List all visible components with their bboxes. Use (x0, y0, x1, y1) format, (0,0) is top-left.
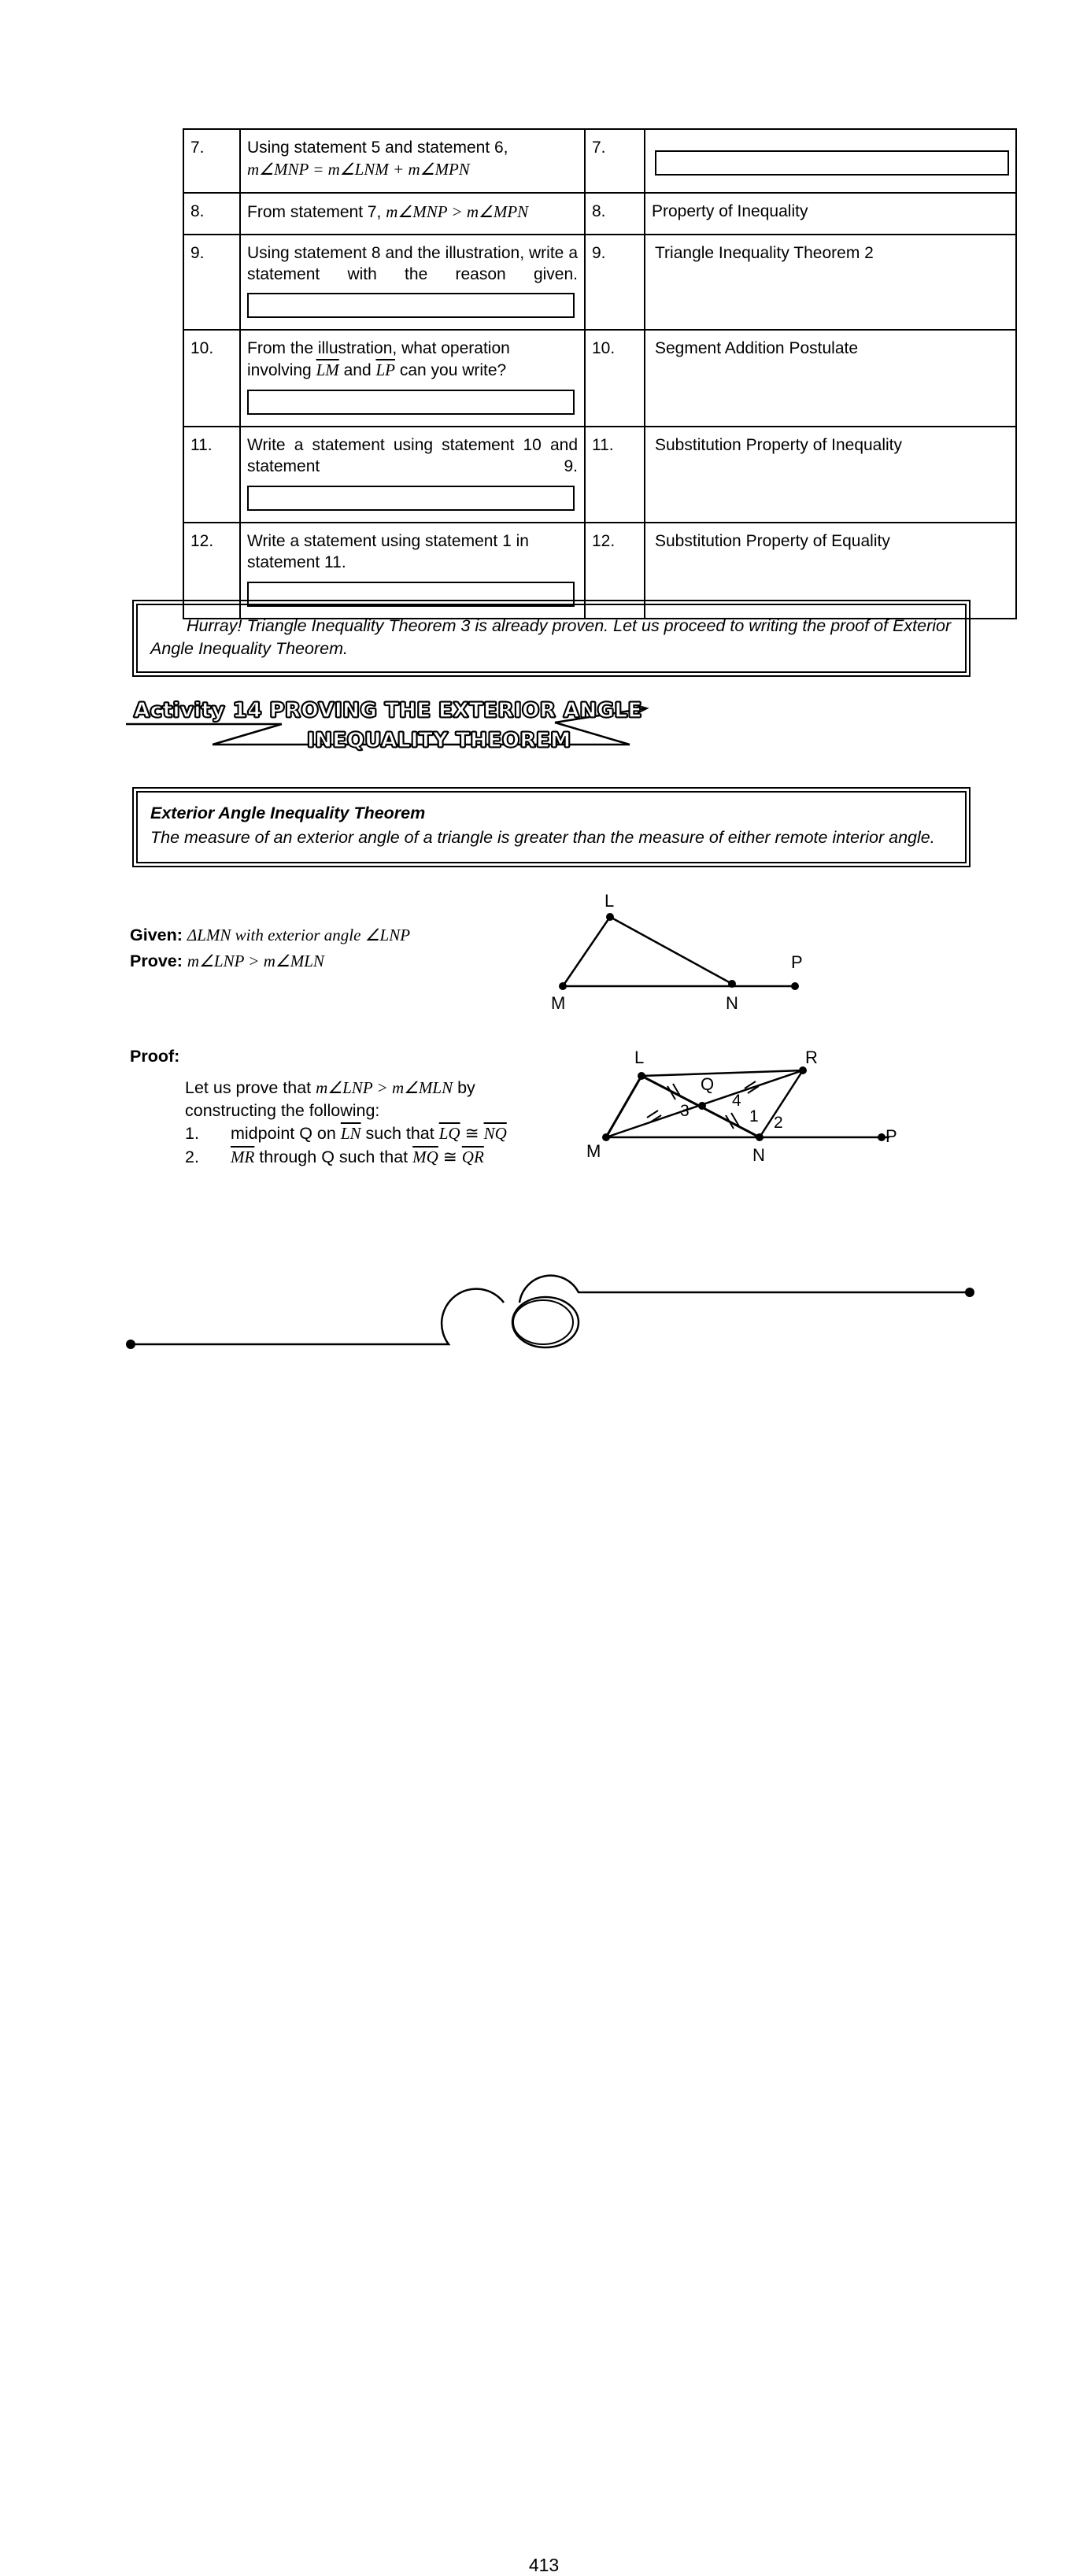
statement-number: 8. (183, 193, 240, 235)
activity-banner (126, 699, 708, 766)
proof-item-1: 1. midpoint Q on $\overline{LN}$ such that $\overline{LQ}$ ≅ $\overline{NQ}$ (185, 1122, 594, 1145)
statement-text: From the illustration, what operation involving $\overline{LM}$ and $\overline{LP}$ can you write? (247, 339, 510, 380)
statement-cell (240, 193, 585, 235)
figure2-label-R: R (805, 1048, 818, 1067)
proof-item-2: 2. $\overline{MR}$ through Q such that $\overline{MQ}$ ≅ $\overline{QR}$ (185, 1146, 594, 1169)
figure1-label-N: N (726, 993, 738, 1013)
given-text: ΔLMN with exterior angle ∠LNP (187, 926, 411, 944)
proof-heading: Proof: (130, 1047, 180, 1066)
figure2-angle-4: 4 (732, 1092, 741, 1110)
figure2-angle-1: 1 (749, 1107, 759, 1125)
theorem-callout (132, 787, 971, 867)
statement-number: 7. (183, 129, 240, 193)
statement-math: m∠MNP = m∠LNM + m∠MPN (247, 159, 470, 179)
statement-cell (240, 427, 585, 523)
figure1-label-L: L (605, 891, 615, 911)
theorem-title: Exterior Angle Inequality Theorem (150, 804, 426, 822)
reason-number: 9. (585, 235, 645, 331)
proof-item-2-number: 2. (185, 1147, 199, 1166)
statement-number: 10. (183, 330, 240, 427)
statement-answer-blank[interactable] (247, 486, 575, 511)
table-row (183, 427, 1016, 523)
statement-cell (240, 235, 585, 331)
proof-item-1-number: 1. (185, 1124, 199, 1144)
figure-1-svg (512, 889, 842, 1015)
page-footer (0, 1259, 1087, 2575)
statement-text: From statement 7, (247, 202, 382, 221)
proof-intro-line2: constructing the following: (185, 1101, 380, 1121)
reason-text: Segment Addition Postulate (645, 330, 1016, 427)
figure-construction-lmnqr (582, 1043, 913, 1181)
statement-cell (240, 129, 585, 193)
hurray-callout (132, 600, 971, 677)
statement-number: 12. (183, 523, 240, 619)
figure-2-svg (582, 1043, 913, 1177)
prove-line (130, 948, 410, 974)
theorem-callout-inner (136, 791, 967, 863)
statement-text: Using statement 5 and statement 6, (247, 139, 508, 157)
page-number: 413 (528, 2555, 560, 2575)
statement-number: 9. (183, 235, 240, 331)
theorem-body: The measure of an exterior angle of a triangle is greater than the measure of either remote interior angle. (150, 828, 935, 848)
reason-number: 7. (585, 129, 645, 193)
figure1-label-P: P (791, 952, 803, 972)
reason-number: 11. (585, 427, 645, 523)
table-row (183, 193, 1016, 235)
reason-cell (645, 129, 1016, 193)
proof-table (183, 128, 1017, 619)
statement-text: Using statement 8 and the illustration, write a statement with the reason given. (247, 243, 578, 283)
table-row (183, 330, 1016, 427)
statement-cell (240, 330, 585, 427)
hurray-text: Hurray! Triangle Inequality Theorem 3 is already proven. Let us proceed to writing the proof of Exterior Angle Inequality Theorem. (150, 616, 952, 659)
proof-construction-list (185, 1077, 594, 1169)
prove-label: Prove: (130, 951, 183, 970)
given-line (130, 922, 410, 948)
given-prove-block (130, 922, 410, 974)
statement-math: m∠MNP > m∠MPN (386, 201, 529, 221)
prove-text: m∠LNP > m∠MLN (187, 951, 324, 970)
footer-decoration (0, 1259, 1087, 1385)
figure-triangle-lmn (512, 889, 842, 1019)
figure2-angle-2: 2 (774, 1114, 783, 1132)
figure2-label-Q: Q (701, 1074, 715, 1094)
statement-number: 11. (183, 427, 240, 523)
reason-text: Substitution Property of Equality (645, 523, 1016, 619)
hurray-callout-inner (136, 604, 967, 673)
figure2-angle-3: 3 (680, 1102, 690, 1120)
reason-text: Triangle Inequality Theorem 2 (645, 235, 1016, 331)
table-row (183, 235, 1016, 331)
figure2-label-M: M (586, 1141, 601, 1161)
activity-title-line2: INEQUALITY THEOREM (307, 729, 571, 752)
figure2-label-P: P (885, 1126, 897, 1146)
statement-text: Write a statement using statement 1 in statement 11. (247, 531, 529, 571)
reason-answer-blank[interactable] (655, 150, 1009, 176)
activity-title-line1: Activity 14 PROVING THE EXTERIOR ANGLE (134, 699, 642, 723)
reason-text: Property of Inequality (645, 193, 1016, 235)
reason-number: 10. (585, 330, 645, 427)
figure2-label-L: L (634, 1048, 645, 1067)
statement-text: Write a statement using statement 10 and statement 9. (247, 436, 578, 475)
reason-number: 8. (585, 193, 645, 235)
statement-answer-blank[interactable] (247, 293, 575, 318)
reason-number: 12. (585, 523, 645, 619)
given-label: Given: (130, 926, 183, 944)
figure2-label-N: N (752, 1145, 765, 1165)
figure1-label-M: M (551, 993, 566, 1013)
table-row (183, 129, 1016, 193)
reason-text: Substitution Property of Inequality (645, 427, 1016, 523)
proof-intro-line1: Let us prove that m∠LNP > m∠MLN by (185, 1078, 475, 1097)
statement-answer-blank[interactable] (247, 390, 575, 415)
